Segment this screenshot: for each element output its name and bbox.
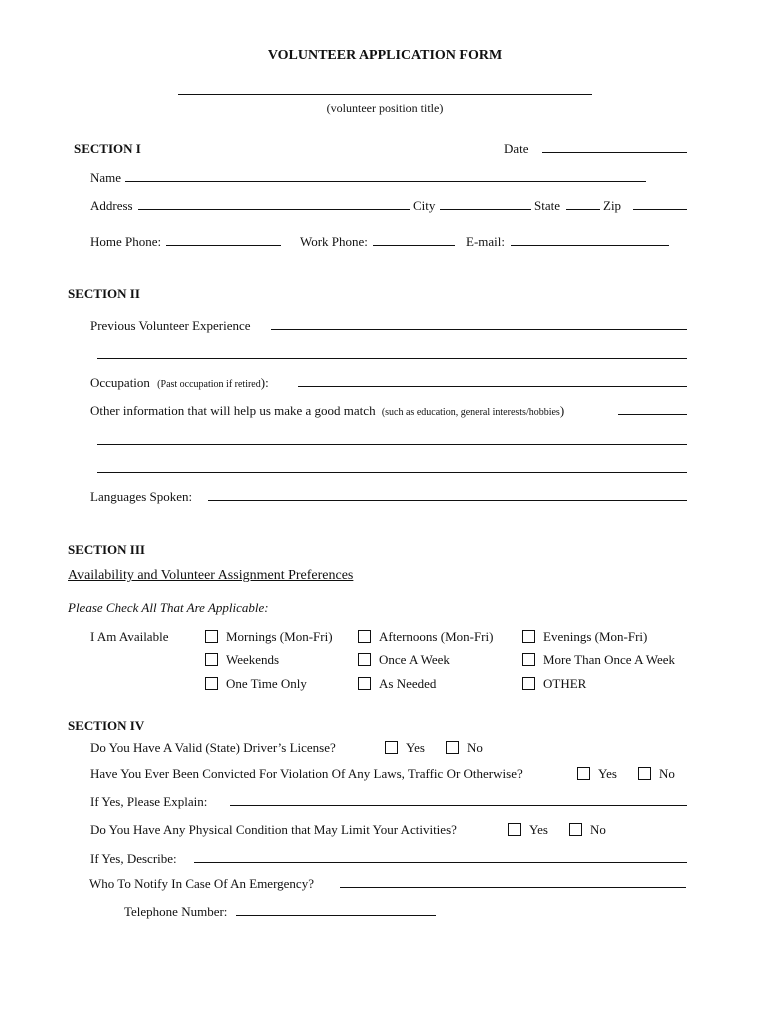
- option-as-needed-label: As Needed: [379, 676, 437, 691]
- checkbox-evenings[interactable]: [522, 630, 535, 643]
- explain-field[interactable]: [230, 805, 687, 806]
- section-2-heading: SECTION II: [68, 286, 140, 301]
- convicted-yes-label: Yes: [598, 766, 617, 781]
- physical-question: Do You Have Any Physical Condition that May Limit Your Activities?: [90, 822, 457, 837]
- physical-no-label: No: [590, 822, 606, 837]
- checkbox-as-needed[interactable]: [358, 677, 371, 690]
- home-phone-label: Home Phone:: [90, 234, 162, 249]
- home-phone-field[interactable]: [166, 245, 281, 246]
- physical-yes-label: Yes: [529, 822, 548, 837]
- option-mornings-label: Mornings (Mon-Fri): [226, 629, 333, 644]
- option-evenings-label: Evenings (Mon-Fri): [543, 629, 648, 644]
- work-phone-field[interactable]: [373, 245, 455, 246]
- state-label: State: [534, 198, 560, 213]
- convicted-no-checkbox[interactable]: [638, 767, 651, 780]
- occupation-label: [90, 375, 269, 393]
- name-field[interactable]: [125, 181, 646, 182]
- previous-experience-field[interactable]: [271, 329, 687, 330]
- languages-label: Languages Spoken:: [90, 489, 193, 504]
- option-more-than-once-label: More Than Once A Week: [543, 652, 676, 667]
- checkbox-one-time-only[interactable]: [205, 677, 218, 690]
- checkbox-other[interactable]: [522, 677, 535, 690]
- other-info-field-line-2[interactable]: [97, 444, 687, 445]
- option-once-a-week-label: Once A Week: [379, 652, 450, 667]
- address-field[interactable]: [138, 209, 410, 210]
- option-one-time-only-label: One Time Only: [226, 676, 307, 691]
- form-title: VOLUNTEER APPLICATION FORM: [267, 48, 503, 63]
- section-3-heading: SECTION III: [68, 542, 145, 557]
- occupation-note: (Past occupation if retired: [157, 379, 261, 390]
- date-label: Date: [504, 141, 529, 156]
- section-4-heading: SECTION IV: [68, 718, 145, 733]
- name-label: Name: [90, 170, 122, 185]
- previous-experience-label: Previous Volunteer Experience: [90, 318, 251, 333]
- email-field[interactable]: [511, 245, 669, 246]
- state-field[interactable]: [566, 209, 600, 210]
- physical-yes-checkbox[interactable]: [508, 823, 521, 836]
- availability-subheading: Availability and Volunteer Assignment Preferences: [68, 568, 354, 583]
- email-label: E-mail:: [466, 234, 505, 249]
- emergency-contact-field[interactable]: [340, 887, 686, 888]
- physical-no-checkbox[interactable]: [569, 823, 582, 836]
- occupation-close: ):: [260, 375, 269, 390]
- option-afternoons-label: Afternoons (Mon-Fri): [379, 629, 494, 644]
- checkbox-mornings[interactable]: [205, 630, 218, 643]
- previous-experience-field-line-2[interactable]: [97, 358, 687, 359]
- check-instruction: Please Check All That Are Applicable:: [68, 600, 269, 615]
- telephone-field[interactable]: [236, 915, 436, 916]
- telephone-label: Telephone Number:: [124, 904, 228, 919]
- checkbox-weekends[interactable]: [205, 653, 218, 666]
- other-info-label: [90, 403, 564, 421]
- convicted-no-label: No: [659, 766, 675, 781]
- other-info-field-line-3[interactable]: [97, 472, 687, 473]
- city-field[interactable]: [440, 209, 531, 210]
- city-label: City: [413, 198, 436, 213]
- zip-label: Zip: [603, 198, 622, 213]
- checkbox-once-a-week[interactable]: [358, 653, 371, 666]
- license-no-checkbox[interactable]: [446, 741, 459, 754]
- available-label: I Am Available: [90, 629, 169, 644]
- other-info-field[interactable]: [618, 414, 687, 415]
- occupation-field[interactable]: [298, 386, 687, 387]
- option-other-label: OTHER: [543, 676, 587, 691]
- describe-field[interactable]: [194, 862, 687, 863]
- section-1-heading: SECTION I: [74, 141, 141, 156]
- license-yes-checkbox[interactable]: [385, 741, 398, 754]
- convicted-yes-checkbox[interactable]: [577, 767, 590, 780]
- explain-label: If Yes, Please Explain:: [90, 794, 208, 809]
- position-title-line[interactable]: [178, 94, 592, 95]
- describe-label: If Yes, Describe:: [90, 851, 177, 866]
- work-phone-label: Work Phone:: [300, 234, 368, 249]
- other-info-close: ): [559, 403, 565, 418]
- emergency-label: Who To Notify In Case Of An Emergency?: [89, 876, 314, 891]
- license-no-label: No: [467, 740, 483, 755]
- checkbox-afternoons[interactable]: [358, 630, 371, 643]
- convicted-question: Have You Ever Been Convicted For Violation Of Any Laws, Traffic Or Otherwise?: [90, 766, 523, 781]
- date-field[interactable]: [542, 152, 687, 153]
- license-question: Do You Have A Valid (State) Driver’s License?: [90, 740, 336, 755]
- license-yes-label: Yes: [406, 740, 425, 755]
- languages-field[interactable]: [208, 500, 687, 501]
- option-weekends-label: Weekends: [226, 652, 280, 667]
- address-label: Address: [90, 198, 133, 213]
- position-title-caption: (volunteer position title): [326, 101, 444, 115]
- zip-field[interactable]: [633, 209, 687, 210]
- checkbox-more-than-once[interactable]: [522, 653, 535, 666]
- occupation-label-text: Occupation: [90, 375, 150, 390]
- other-info-label-text: Other information that will help us make a good match: [90, 403, 376, 418]
- other-info-note: (such as education, general interests/hobbies: [381, 407, 560, 418]
